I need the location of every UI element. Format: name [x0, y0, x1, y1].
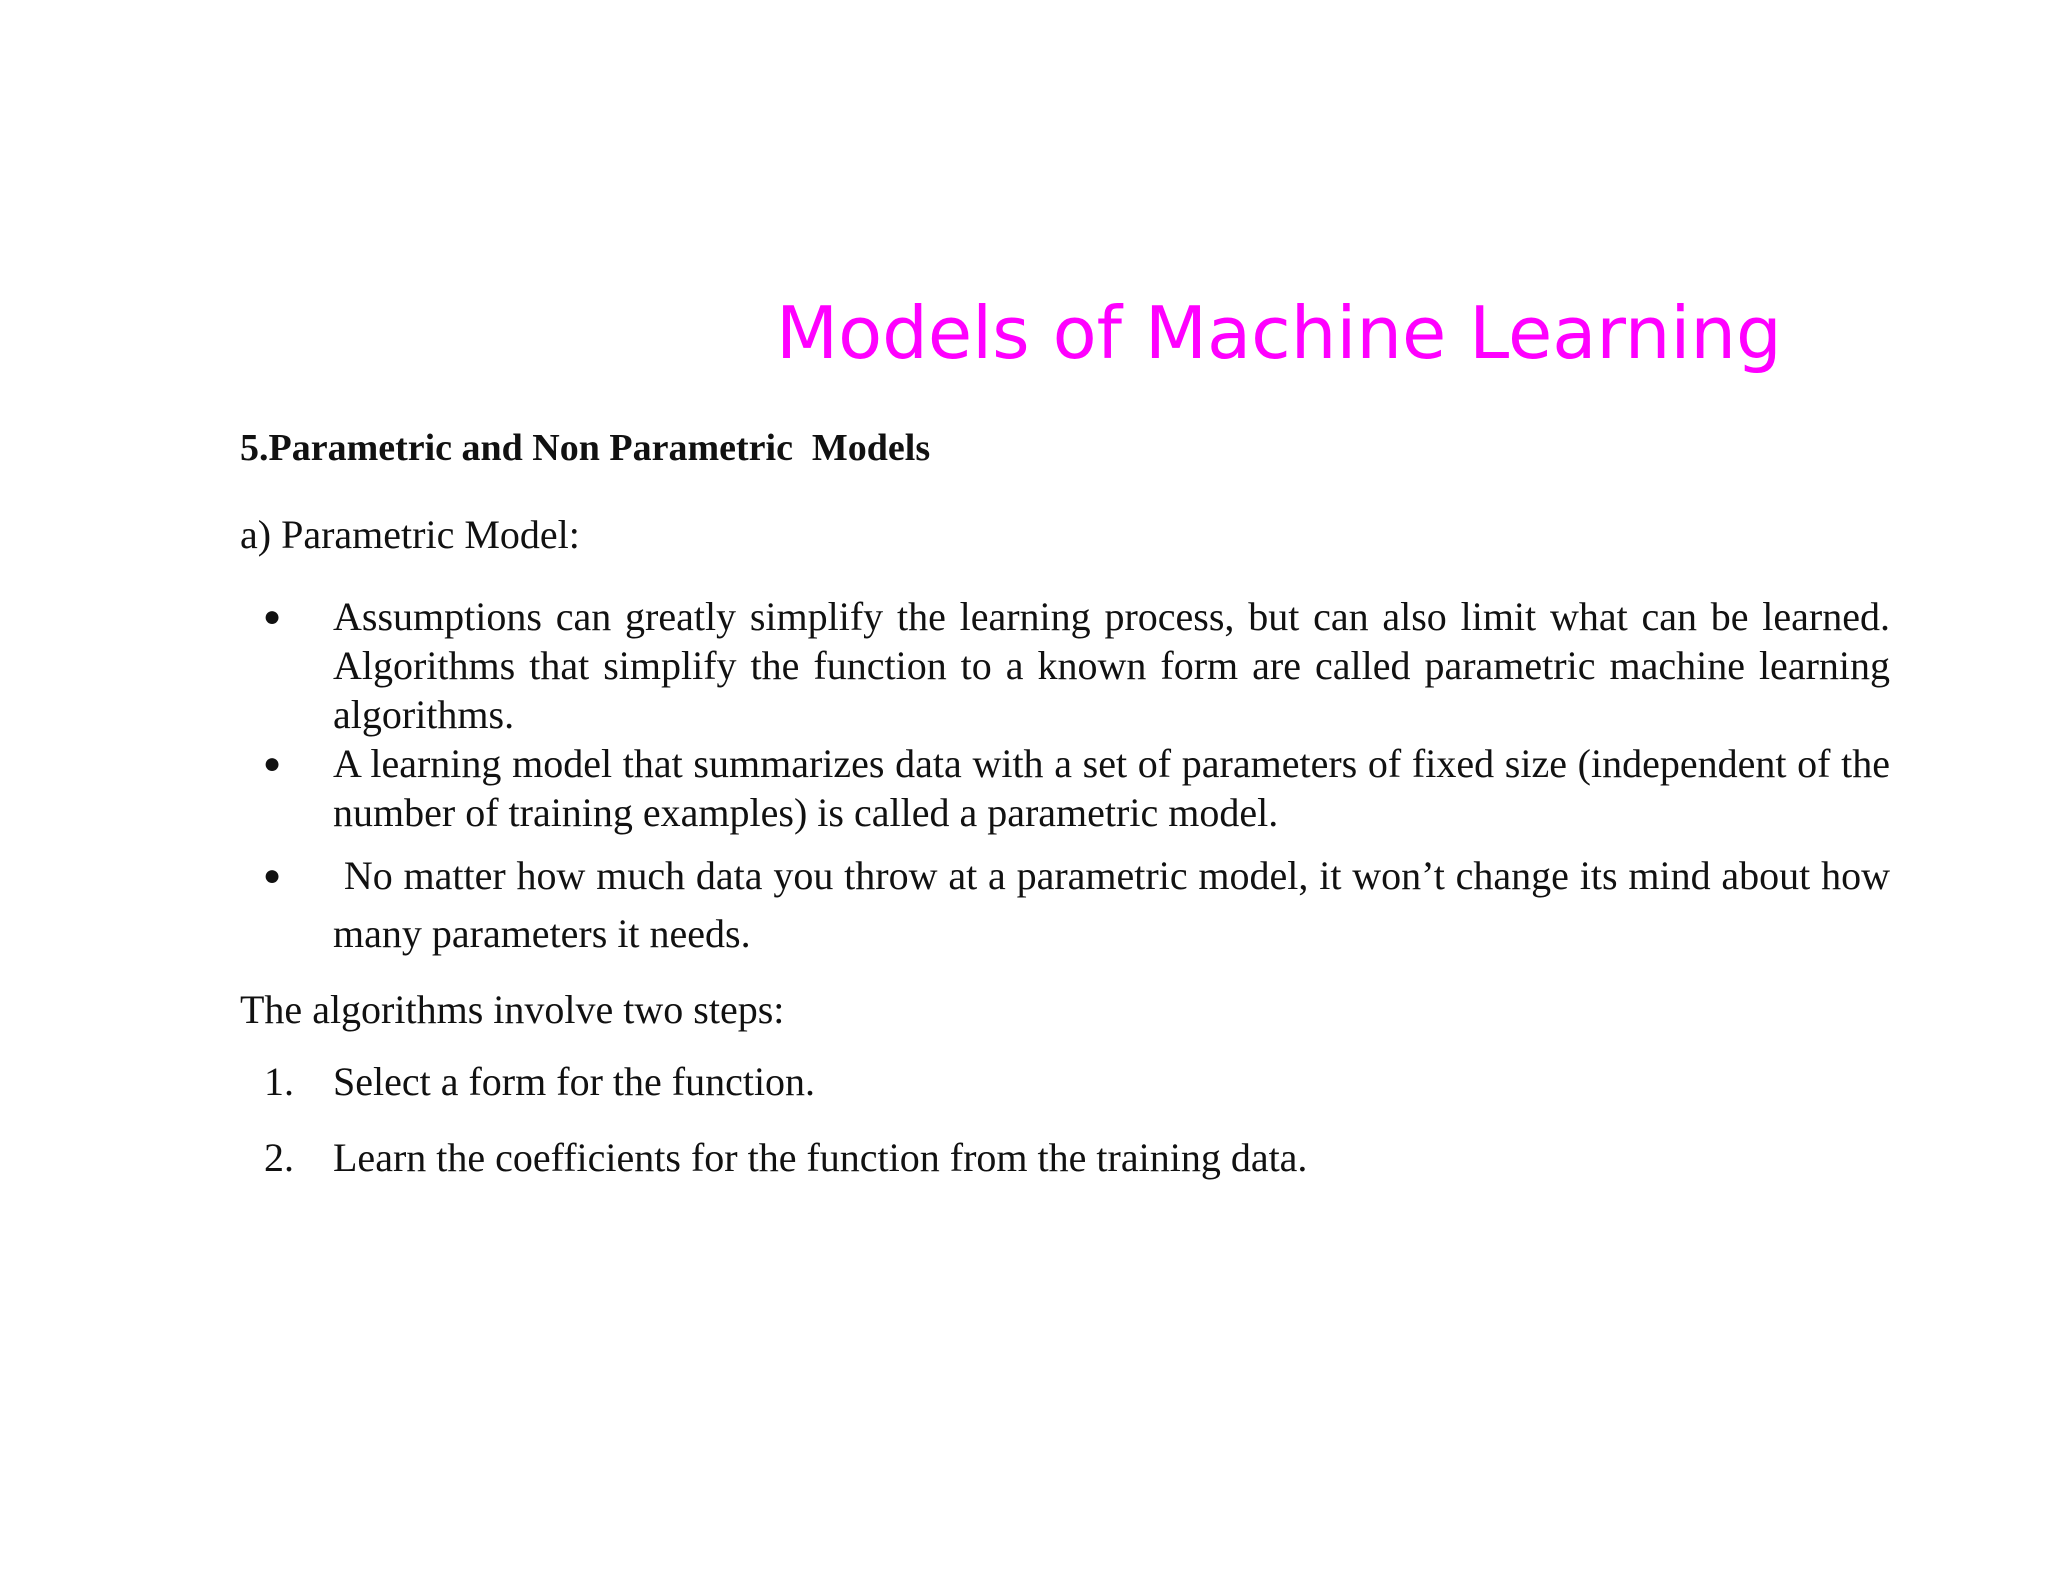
list-item — [240, 1133, 1890, 1183]
section-heading: 5.Parametric and Non Parametric Models — [240, 427, 931, 469]
bullet-text: Assumptions can greatly simplify the learning process, but can also limit what can be learned. Algorithms that simplify the function to a known form are called parametric machine learning algorithms. — [333, 594, 1890, 737]
bullet-list — [240, 592, 1900, 963]
steps-list — [240, 1057, 1890, 1209]
list-item — [240, 847, 1900, 963]
bullet-icon: ● — [263, 600, 282, 633]
page-title: Models of Machine Learning — [776, 291, 1782, 375]
bullet-icon: ● — [263, 747, 282, 780]
bullet-text: A learning model that summarizes data with a set of parameters of fixed size (independent of the number of training examples) is called a parametric model. — [333, 741, 1890, 835]
subheading-parametric-model: a) Parametric Model: — [240, 512, 580, 557]
step-number: 2. — [264, 1135, 294, 1180]
bullet-icon: ● — [263, 859, 282, 892]
list-item — [240, 592, 1890, 739]
list-item — [240, 1057, 1890, 1107]
step-text: Select a form for the function. — [333, 1059, 816, 1104]
step-text: Learn the coefficients for the function from the training data. — [333, 1135, 1308, 1180]
bullet-text: No matter how much data you throw at a parametric model, it won’t change its mind about how many parameters it needs. — [333, 853, 1900, 956]
list-item — [240, 739, 1890, 837]
steps-intro: The algorithms involve two steps: — [240, 987, 785, 1032]
step-number: 1. — [264, 1059, 294, 1104]
